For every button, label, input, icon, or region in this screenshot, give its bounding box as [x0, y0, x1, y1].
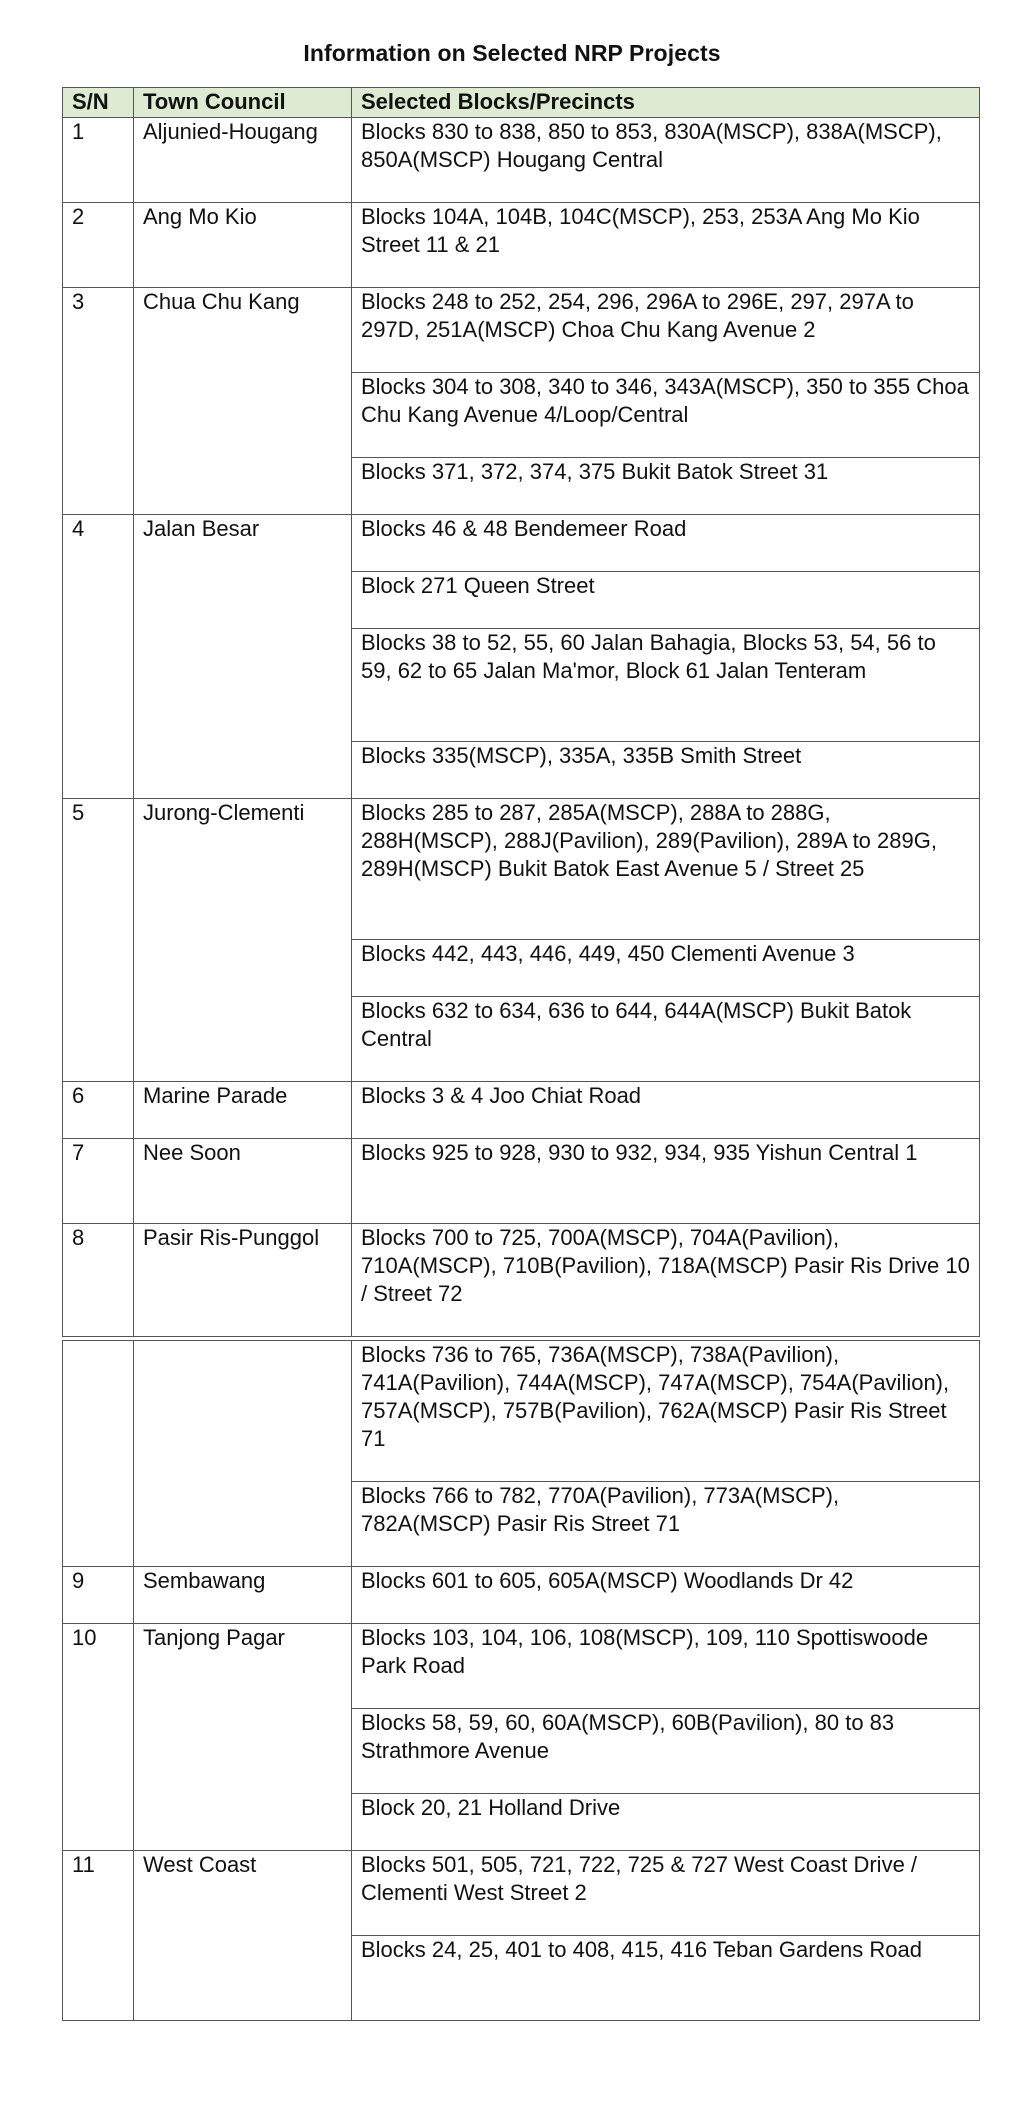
- table-header-row: [63, 88, 980, 118]
- table-row: [63, 799, 980, 940]
- table-row: [63, 1139, 980, 1224]
- cell-selected-blocks: Blocks 38 to 52, 55, 60 Jalan Bahagia, Blocks 53, 54, 56 to 59, 62 to 65 Jalan Ma'mor, Block 61 Jalan Tenteram: [352, 629, 980, 742]
- cell-selected-blocks: Blocks 248 to 252, 254, 296, 296A to 296E, 297, 297A to 297D, 251A(MSCP) Choa Chu Kang Avenue 2: [352, 288, 980, 373]
- cell-town-council: Tanjong Pagar: [134, 1624, 352, 1851]
- cell-town-council: Chua Chu Kang: [134, 288, 352, 515]
- cell-selected-blocks: Blocks 736 to 765, 736A(MSCP), 738A(Pavilion), 741A(Pavilion), 744A(MSCP), 747A(MSCP), 754A(Pavilion), 757A(MSCP), 757B(Pavilion), 762A(MSCP) Pasir Ris Street 71: [352, 1341, 980, 1482]
- cell-selected-blocks: Blocks 3 & 4 Joo Chiat Road: [352, 1082, 980, 1139]
- cell-sn: 3: [63, 288, 134, 515]
- cell-town-council: Pasir Ris-Punggol: [134, 1224, 352, 1337]
- cell-town-council: Jurong-Clementi: [134, 799, 352, 1082]
- cell-selected-blocks: Blocks 371, 372, 374, 375 Bukit Batok Street 31: [352, 458, 980, 515]
- cell-selected-blocks: Blocks 766 to 782, 770A(Pavilion), 773A(MSCP), 782A(MSCP) Pasir Ris Street 71: [352, 1482, 980, 1567]
- cell-selected-blocks: Blocks 925 to 928, 930 to 932, 934, 935 Yishun Central 1: [352, 1139, 980, 1224]
- cell-selected-blocks: Blocks 335(MSCP), 335A, 335B Smith Street: [352, 742, 980, 799]
- cell-selected-blocks: Blocks 24, 25, 401 to 408, 415, 416 Teban Gardens Road: [352, 1936, 980, 2021]
- header-sn: S/N: [63, 88, 134, 118]
- cell-selected-blocks: Blocks 601 to 605, 605A(MSCP) Woodlands Dr 42: [352, 1567, 980, 1624]
- cell-town-council: Marine Parade: [134, 1082, 352, 1139]
- cell-sn: 6: [63, 1082, 134, 1139]
- cell-sn: 9: [63, 1567, 134, 1624]
- table-row: [63, 118, 980, 203]
- cell-sn: 5: [63, 799, 134, 1082]
- cell-sn: 11: [63, 1851, 134, 2021]
- table-row: [63, 1082, 980, 1139]
- cell-sn: 2: [63, 203, 134, 288]
- cell-sn: 10: [63, 1624, 134, 1851]
- table-body: [63, 118, 980, 2021]
- cell-selected-blocks: Blocks 700 to 725, 700A(MSCP), 704A(Pavilion), 710A(MSCP), 710B(Pavilion), 718A(MSCP) Pasir Ris Drive 10 / Street 72: [352, 1224, 980, 1337]
- cell-sn: 1: [63, 118, 134, 203]
- cell-town-council: Sembawang: [134, 1567, 352, 1624]
- table-row: [63, 1624, 980, 1709]
- cell-selected-blocks: Blocks 501, 505, 721, 722, 725 & 727 West Coast Drive / Clementi West Street 2: [352, 1851, 980, 1936]
- cell-town-council: Ang Mo Kio: [134, 203, 352, 288]
- cell-selected-blocks: Blocks 103, 104, 106, 108(MSCP), 109, 110 Spottiswoode Park Road: [352, 1624, 980, 1709]
- cell-town-council: [134, 1341, 352, 1567]
- cell-sn: [63, 1341, 134, 1567]
- table-row: [63, 1851, 980, 1936]
- table-row: [63, 1341, 980, 1482]
- cell-sn: 8: [63, 1224, 134, 1337]
- header-town-council: Town Council: [134, 88, 352, 118]
- cell-sn: 4: [63, 515, 134, 799]
- cell-selected-blocks: Blocks 46 & 48 Bendemeer Road: [352, 515, 980, 572]
- cell-town-council: West Coast: [134, 1851, 352, 2021]
- cell-selected-blocks: Blocks 632 to 634, 636 to 644, 644A(MSCP) Bukit Batok Central: [352, 997, 980, 1082]
- cell-selected-blocks: Block 271 Queen Street: [352, 572, 980, 629]
- cell-selected-blocks: Blocks 58, 59, 60, 60A(MSCP), 60B(Pavilion), 80 to 83 Strathmore Avenue: [352, 1709, 980, 1794]
- document-title: Information on Selected NRP Projects: [303, 40, 721, 66]
- table-row: [63, 288, 980, 373]
- cell-selected-blocks: Blocks 104A, 104B, 104C(MSCP), 253, 253A Ang Mo Kio Street 11 & 21: [352, 203, 980, 288]
- cell-selected-blocks: Blocks 830 to 838, 850 to 853, 830A(MSCP), 838A(MSCP), 850A(MSCP) Hougang Central: [352, 118, 980, 203]
- table-row: [63, 203, 980, 288]
- table-row: [63, 1567, 980, 1624]
- cell-sn: 7: [63, 1139, 134, 1224]
- cell-town-council: Aljunied-Hougang: [134, 118, 352, 203]
- nrp-projects-table: [62, 87, 980, 2021]
- table-row: [63, 1224, 980, 1337]
- cell-selected-blocks: Blocks 304 to 308, 340 to 346, 343A(MSCP), 350 to 355 Choa Chu Kang Avenue 4/Loop/Central: [352, 373, 980, 458]
- cell-selected-blocks: Block 20, 21 Holland Drive: [352, 1794, 980, 1851]
- header-selected-blocks: Selected Blocks/Precincts: [352, 88, 980, 118]
- cell-selected-blocks: Blocks 442, 443, 446, 449, 450 Clementi Avenue 3: [352, 940, 980, 997]
- cell-selected-blocks: Blocks 285 to 287, 285A(MSCP), 288A to 288G, 288H(MSCP), 288J(Pavilion), 289(Pavilion), 289A to 289G, 289H(MSCP) Bukit Batok East Avenue 5 / Street 25: [352, 799, 980, 940]
- cell-town-council: Jalan Besar: [134, 515, 352, 799]
- cell-town-council: Nee Soon: [134, 1139, 352, 1224]
- table-row: [63, 515, 980, 572]
